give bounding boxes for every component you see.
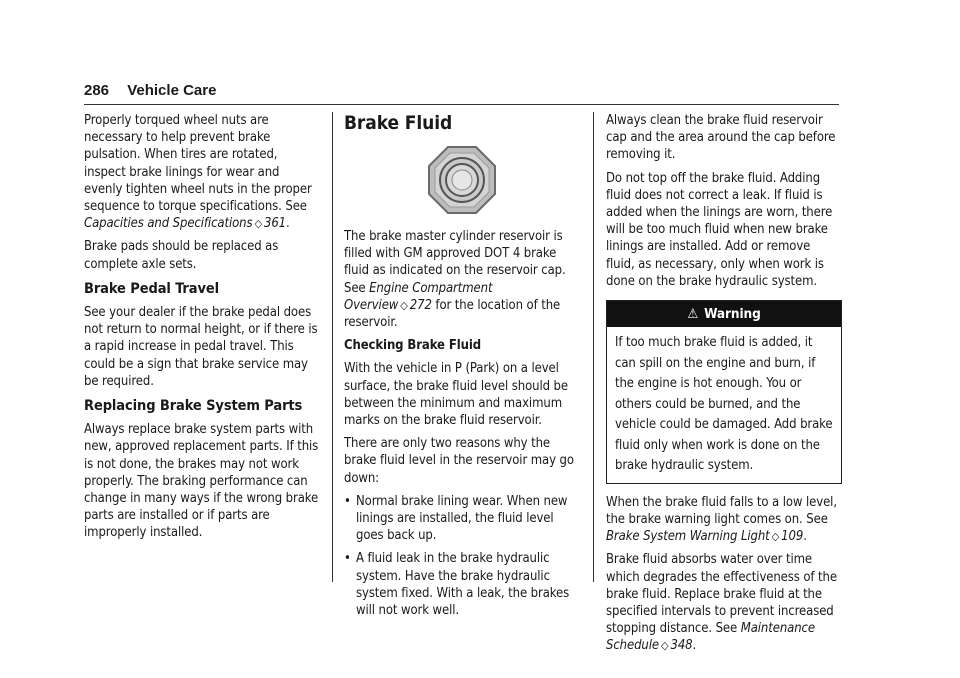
- bullet-list: [344, 493, 580, 619]
- page-ref-icon: ◇: [771, 530, 780, 544]
- paragraph: Do not top off the brake fluid. Adding fluid does not correct a leak. If fluid is added when the linings are worn, there will be too much fluid when new brake linings are installed. Add or remove fluid, as necessary, only when work is done on the brake hydraulic system.: [606, 170, 833, 289]
- page-header: [84, 82, 839, 105]
- column-divider: [332, 112, 333, 582]
- text: .: [803, 529, 807, 545]
- text: Properly torqued wheel nuts are necessary to help prevent brake pulsation. When tires are rotated, inspect brake linings for wear and evenly tighten wheel nuts in the proper sequence to torque specifications. See: [84, 113, 312, 215]
- page-ref-number[interactable]: 361: [263, 216, 287, 232]
- list-item: [344, 550, 580, 619]
- bullet-icon: •: [344, 551, 351, 567]
- paragraph: Always replace brake system parts with new, approved replacement parts. If this is not done, the brakes may not work properly. The braking performance can change in many ways if the wrong brake parts are installed or if parts are improperly installed.: [84, 422, 319, 541]
- cross-reference-link[interactable]: Capacities and Specifications: [84, 216, 253, 232]
- paragraph: [606, 494, 842, 546]
- warning-title: Warning: [704, 306, 761, 323]
- warning-header: [607, 301, 841, 327]
- column-1: [84, 112, 320, 548]
- page-ref-icon: ◇: [254, 217, 262, 231]
- list-item-text: Normal brake lining wear. When new linings are installed, the fluid level goes back up.: [356, 493, 568, 544]
- paragraph: [84, 112, 320, 232]
- warning-icon: ⚠: [687, 306, 699, 323]
- page-number: 286: [84, 82, 110, 99]
- bullet-icon: •: [344, 493, 351, 509]
- page-ref-number[interactable]: 348: [670, 638, 693, 654]
- paragraph: [344, 228, 580, 331]
- text: The brake master cylinder reservoir is filled with GM approved DOT 4 brake fluid as indicated on the reservoir cap. See: [344, 229, 566, 296]
- section-title: Vehicle Care: [127, 82, 217, 99]
- paragraph: Brake pads should be replaced as complete axle sets.: [84, 239, 279, 272]
- warning-text: If too much brake fluid is added, it can spill on the engine and burn, if the engine is hot enough. You or others could be burned, and the vehicle could be damaged. Add brake fluid only when work is done on the brake hydraulic system.: [615, 335, 833, 474]
- cross-reference-link[interactable]: Maintenance Schedule: [606, 621, 815, 654]
- section-heading: Brake Pedal Travel: [84, 280, 219, 297]
- section-heading: Replacing Brake System Parts: [84, 398, 303, 415]
- column-3: [606, 112, 842, 661]
- list-item-text: A fluid leak in the brake hydraulic system. Have the brake hydraulic system fixed. With a leak, the brakes will not work well.: [356, 551, 570, 619]
- warning-box: [606, 300, 842, 484]
- subheading: Checking Brake Fluid: [344, 338, 482, 354]
- column-2: [344, 112, 580, 625]
- page-ref-icon: ◇: [660, 639, 669, 653]
- paragraph: With the vehicle in P (Park) on a level surface, the brake fluid level should be between the minimum and maximum marks on the brake fluid reservoir.: [344, 361, 568, 429]
- brake-fluid-cap-icon: [426, 144, 498, 216]
- column-divider: [593, 112, 594, 582]
- page-title: Brake Fluid: [344, 112, 453, 134]
- text: .: [692, 638, 697, 654]
- page-ref-number[interactable]: 109: [781, 529, 804, 545]
- text: Brake fluid absorbs water over time which degrades the effectiveness of the brake fluid. Replace brake fluid at the specified intervals to prevent increased stopping distance. See: [606, 552, 837, 637]
- paragraph: There are only two reasons why the brake fluid level in the reservoir may go down:: [344, 436, 574, 486]
- cross-reference-link[interactable]: Engine Compartment Overview: [344, 280, 493, 313]
- list-item: [344, 493, 580, 545]
- paragraph: [606, 551, 842, 654]
- text: for the location of the reservoir.: [344, 297, 561, 331]
- page-ref-number[interactable]: 272: [409, 297, 432, 313]
- page-ref-icon: ◇: [400, 298, 408, 312]
- text: When the brake fluid falls to a low level, the brake warning light comes on. See: [606, 494, 837, 527]
- text: .: [286, 216, 290, 232]
- paragraph: Always clean the brake fluid reservoir cap and the area around the cap before removing it.: [606, 113, 836, 163]
- paragraph: See your dealer if the brake pedal does not return to normal height, or if there is a rapid increase in pedal travel. This could be a sign that brake service may be required.: [84, 305, 318, 389]
- cross-reference-link[interactable]: Brake System Warning Light: [606, 529, 770, 545]
